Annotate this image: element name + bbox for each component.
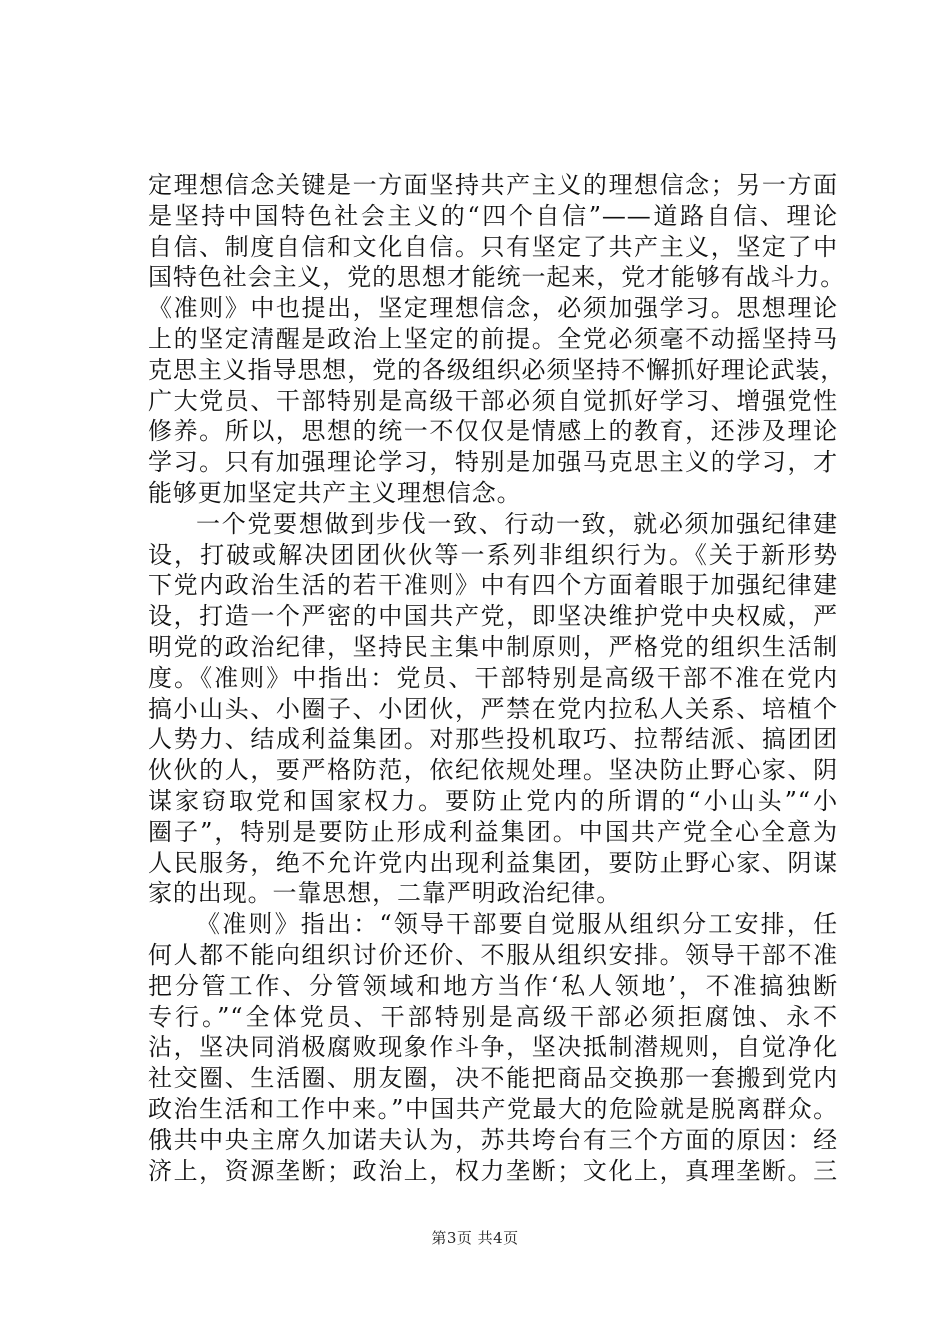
text-line: 学习。只有加强理论学习，特别是加强马克思主义的学习，才 — [148, 448, 838, 477]
text-line: 专行。”“全体党员、干部特别是高级干部必须拒腐蚀、永不 — [148, 1002, 838, 1031]
paragraph — [148, 170, 846, 509]
text-line: 搞小山头、小圈子、小团伙，严禁在党内拉私人关系、培植个 — [148, 694, 838, 723]
text-line: 广大党员、干部特别是高级干部必须自觉抓好学习、增强党性 — [148, 386, 838, 415]
text-line: 修养。所以，思想的统一不仅仅是情感上的教育，还涉及理论 — [148, 417, 838, 446]
text-line: 济上，资源垄断；政治上，权力垄断；文化上，真理垄断。三 — [148, 1156, 838, 1185]
text-line: 谋家窃取党和国家权力。要防止党内的所谓的“小山头”“小 — [148, 786, 838, 815]
text-line: 社交圈、生活圈、朋友圈，决不能把商品交换那一套搬到党内 — [148, 1064, 838, 1093]
text-line: 何人都不能向组织讨价还价、不服从组织安排。领导干部不准 — [148, 940, 838, 969]
text-line: 政治生活和工作中来。”中国共产党最大的危险就是脱离群众。 — [148, 1094, 838, 1123]
text-line: 是坚持中国特色社会主义的“四个自信”——道路自信、理论 — [148, 201, 838, 230]
text-line: 《准则》指出：“领导干部要自觉服从组织分工安排，任 — [196, 910, 838, 939]
paragraph — [148, 909, 838, 1186]
text-line: 设，打破或解决团团伙伙等一系列非组织行为。《关于新形势 — [148, 540, 838, 569]
text-line: 沾，坚决同消极腐败现象作斗争，坚决抵制潜规则，自觉净化 — [148, 1033, 838, 1062]
paragraph — [148, 509, 838, 909]
text-line: 上的坚定清醒是政治上坚定的前提。全党必须毫不动摇坚持马 — [148, 324, 838, 353]
text-line: 俄共中央主席久加诺夫认为，苏共垮台有三个方面的原因：经 — [148, 1125, 838, 1154]
text-line: 克思主义指导思想，党的各级组织必须坚持不懈抓好理论武装， — [148, 355, 846, 384]
page-footer: 第3页 共4页 — [431, 1229, 519, 1247]
text-line: 明党的政治纪律，坚持民主集中制原则，严格党的组织生活制 — [148, 632, 838, 661]
text-line: 度。《准则》中指出：党员、干部特别是高级干部不准在党内 — [148, 663, 838, 692]
text-line: 一个党要想做到步伐一致、行动一致，就必须加强纪律建 — [196, 509, 838, 538]
text-line: 家的出现。一靠思想，二靠严明政治纪律。 — [148, 879, 622, 908]
text-line: 能够更加坚定共产主义理想信念。 — [148, 478, 522, 507]
text-line: 下党内政治生活的若干准则》中有四个方面着眼于加强纪律建 — [148, 571, 838, 600]
document-body — [148, 170, 846, 1186]
text-line: 人民服务，绝不允许党内出现利益集团，要防止野心家、阴谋 — [148, 848, 838, 877]
text-line: 国特色社会主义，党的思想才能统一起来，党才能够有战斗力。 — [148, 263, 846, 292]
text-line: 人势力、结成利益集团。对那些投机取巧、拉帮结派、搞团团 — [148, 725, 838, 754]
text-line: 把分管工作、分管领域和地方当作‘私人领地’，不准搞独断 — [148, 971, 838, 1000]
text-line: 《准则》中也提出，坚定理想信念，必须加强学习。思想理论 — [148, 294, 838, 323]
text-line: 设，打造一个严密的中国共产党，即坚决维护党中央权威，严 — [148, 602, 838, 631]
text-line: 圈子”，特别是要防止形成利益集团。中国共产党全心全意为 — [148, 817, 838, 846]
text-line: 伙伙的人，要严格防范，依纪依规处理。坚决防止野心家、阴 — [148, 756, 838, 785]
text-line: 自信、制度自信和文化自信。只有坚定了共产主义，坚定了中 — [148, 232, 838, 261]
text-line: 定理想信念关键是一方面坚持共产主义的理想信念；另一方面 — [148, 171, 838, 199]
